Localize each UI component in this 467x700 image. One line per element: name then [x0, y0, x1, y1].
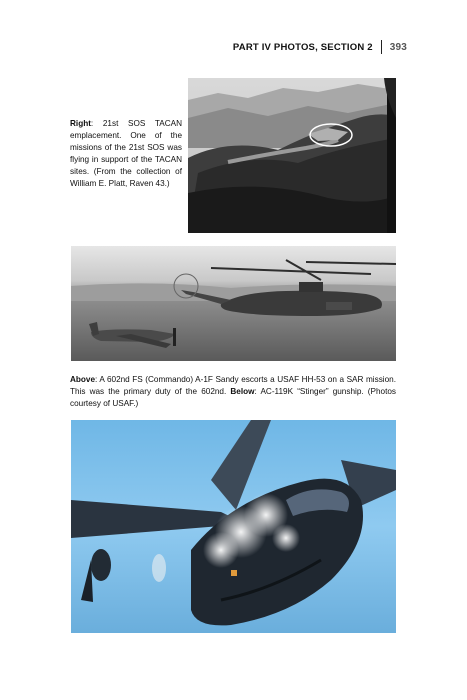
caption-lead-above: Above — [70, 375, 96, 384]
caption-text: : 21st SOS TACAN emplacement. One of the missions of the 21st SOS was flying in support of the TACAN sites. (From the collection of William E. Platt, Raven 43.) — [70, 119, 182, 188]
caption-lead-below: Below — [230, 387, 255, 396]
caption-lead: Right — [70, 119, 91, 128]
sandy-escort-photo — [71, 246, 396, 361]
stinger-gunship-photo — [71, 420, 396, 633]
tacan-caption — [70, 118, 182, 190]
tacan-site-photo — [188, 78, 396, 233]
caption-text-below: : AC-119K “Stinger” gunship. (Photos courtesy of USAF.) — [70, 387, 396, 408]
section-title: PART IV PHOTOS, SECTION 2 — [232, 41, 373, 53]
running-header — [233, 40, 407, 54]
page-number: 393 — [389, 41, 407, 53]
escort-caption — [70, 374, 396, 410]
header-divider — [381, 40, 382, 54]
caption-text-above: : A 602nd FS (Commando) A-1F Sandy escorts a USAF HH-53 on a SAR mission. This was the primary duty of the 602nd. — [70, 375, 396, 396]
